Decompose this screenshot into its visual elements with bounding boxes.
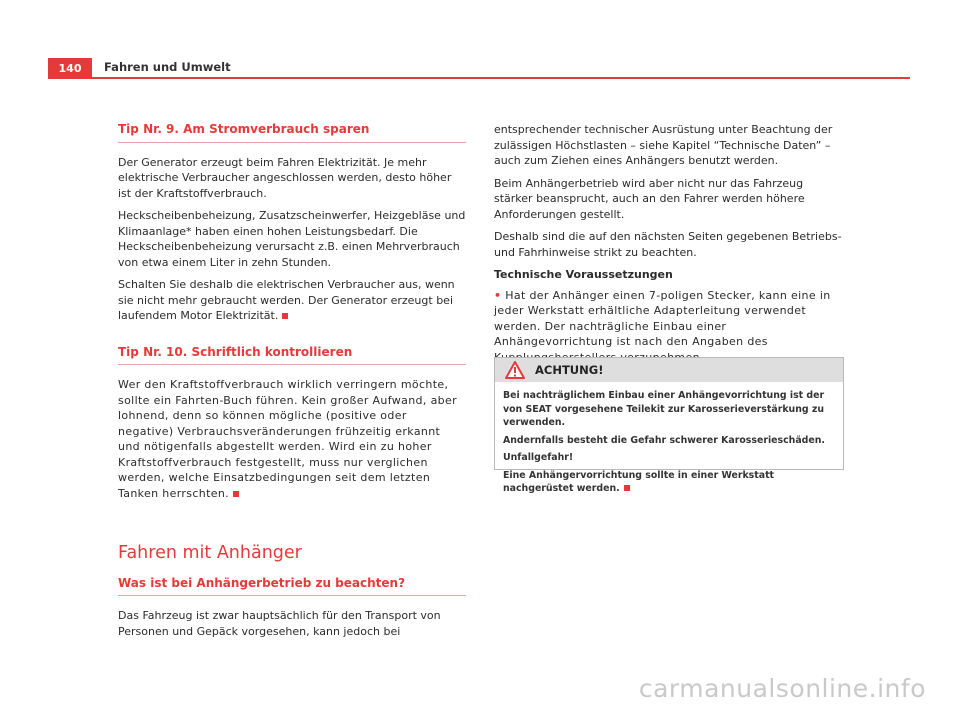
page-number-badge — [48, 58, 92, 78]
warning-line-2: Andernfalls besteht die Gefahr schwerer Karosserieschäden. — [503, 434, 825, 446]
section-subheading: Was ist bei Anhängerbetrieb zu beachten? — [118, 576, 466, 597]
page-number: 140 — [58, 61, 82, 75]
bullet-icon: • — [494, 288, 502, 302]
right-paragraph-1: entsprechender technischer Ausrüstung unter Beachtung der zulässigen Höchstlasten – siehe Kapitel “Technische Daten” – auch zum Ziehen eines Anhängers benutzt werden. — [494, 123, 833, 167]
tip9-paragraph-2: Heckscheibenbeheizung, Zusatzscheinwerfer, Heizgebläse und Klimaanlage* haben einen hohen Leistungsbedarf. Die Heckscheibenbeheizung verursacht z.B. einen Mehrverbrauch von etwa einem Liter in zehn Stunden. — [118, 209, 466, 269]
tip9-paragraph-3 — [118, 277, 466, 324]
warning-line-4-text: Eine Anhängervorrichtung sollte in einer Werkstatt nachgerüstet werden. — [503, 469, 775, 494]
end-mark-icon — [624, 485, 630, 491]
warning-title: ACHTUNG! — [535, 363, 604, 377]
end-mark-icon — [282, 313, 288, 319]
tip9-paragraph-1: Der Generator erzeugt beim Fahren Elektrizität. Je mehr elektrische Verbraucher angeschlossen werden, desto höher ist der Kraftstoffverbrauch. — [118, 155, 452, 200]
section-intro: Das Fahrzeug ist zwar hauptsächlich für den Transport von Personen und Gepäck vorgesehen, kann jedoch bei — [118, 609, 441, 638]
tech-bullet — [494, 288, 844, 366]
warning-line-1: Bei nachträglichem Einbau einer Anhängevorrichtung ist der von SEAT vorgesehene Teilekit zur Karosserieverstärkung zu verwenden. — [503, 390, 825, 428]
watermark: carmanualsonline.info — [638, 674, 926, 703]
warning-box — [494, 357, 844, 494]
tip9-paragraph-3-text: Schalten Sie deshalb die elektrischen Verbraucher aus, wenn sie nicht mehr gebraucht werden. Der Generator erzeugt bei laufendem Motor Elektrizität. — [118, 278, 455, 322]
right-column — [494, 122, 844, 372]
warning-body — [495, 382, 843, 496]
tech-bullet-text: Hat der Anhänger einen 7-poligen Stecker, kann eine in jeder Werkstatt erhältliche Adapterleitung verwendet werden. Der nachträgliche Einbau einer Anhängevorrichtung ist nach den Angaben des — [494, 288, 831, 348]
warning-line-3: Unfallgefahr! — [503, 452, 574, 463]
left-column — [118, 122, 466, 646]
warning-triangle-icon — [505, 361, 525, 379]
tech-heading: Technische Voraussetzungen — [494, 268, 673, 281]
tip9-heading: Tip Nr. 9. Am Stromverbrauch sparen — [118, 122, 466, 143]
chapter-title: Fahren und Umwelt — [104, 60, 231, 74]
section-title: Fahren mit Anhänger — [118, 543, 302, 563]
warning-line-4 — [503, 469, 835, 496]
tip10-paragraph — [118, 377, 466, 501]
header-rule — [48, 77, 910, 79]
right-paragraph-3: Deshalb sind die auf den nächsten Seiten gegebenen Betriebs- und Fahrhinweise strikt zu beachten. — [494, 230, 842, 259]
right-paragraph-2: Beim Anhängerbetrieb wird aber nicht nur das Fahrzeug stärker beansprucht, auch an den Fahrer werden höhere Anforderungen gestellt. — [494, 176, 805, 221]
warning-header — [495, 358, 843, 382]
tip10-paragraph-text: Wer den Kraftstoffverbrauch wirklich verringern möchte, sollte ein Fahrten-Buch führen. Kein großer Aufwand, aber lohnend, denn so können mögliche (positive oder negative) Verbrauchsveränderungen frühzeitig erkannt und nötigenfalls abgestellt werden. Wird ein zu hoher Kraftstoffverbrauch festgestellt, muss nur verglichen werden, welche Einsatzbedingungen seit dem letzten Tanken herrschten. — [118, 378, 457, 500]
end-mark-icon — [233, 491, 239, 497]
tip10-heading: Tip Nr. 10. Schriftlich kontrollieren — [118, 345, 466, 366]
